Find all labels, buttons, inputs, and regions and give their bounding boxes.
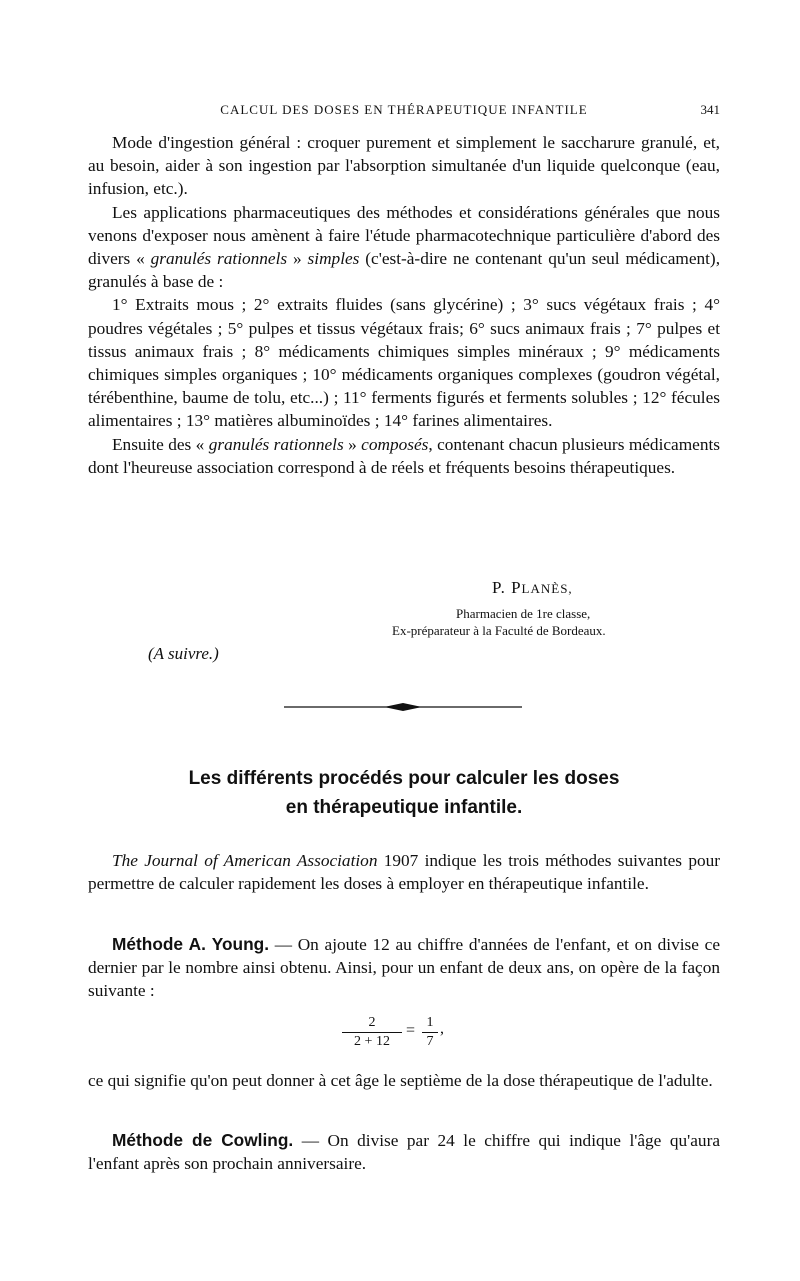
paragraph-cowling xyxy=(88,1129,720,1175)
running-head xyxy=(88,102,720,118)
to-be-continued: (A suivre.) xyxy=(148,644,219,663)
page-number: 341 xyxy=(700,102,720,117)
method-cowling xyxy=(88,1129,720,1175)
emphasis-text: granulés rationnels xyxy=(208,434,344,454)
text-segment: Les applications pharmaceutiques des méthodes et considérations générales que nous venons d'exposer nous amènent à faire l'étude pharmacotechnique particulière d'abord des divers « xyxy=(88,202,720,269)
text-segment: — On divise par 24 le chiffre qui indique l'âge qu'aura l'enfant après son prochain anniversaire. xyxy=(88,1131,720,1174)
paragraph-ingestion: Mode d'ingestion général : croquer purement et simplement le saccharure granulé, et, au besoin, aider à son ingestion par l'absorption simultanée d'un liquide quelconque (eau, infusion, etc.). xyxy=(88,133,720,199)
signature-affiliation: Ex-préparateur à la Faculté de Bordeaux. xyxy=(392,623,606,638)
text-segment: » xyxy=(343,434,362,454)
emphasis-text: granulés rationnels xyxy=(150,249,288,269)
paragraph-list: 1° Extraits mous ; 2° extraits fluides (sans glycérine) ; 3° sucs végétaux frais ; 4° poudres végétales ; 5° pulpes et tissus végétaux frais; 6° sucs animaux frais ; 7° pulpes et tissus animaux frais ; 8° médicaments chimiques simples minéraux ; 9° médicaments chimiques simples organiques ; 10° médicaments organiques complexes (goudron végétal, térébenthine, baume de tolu, etc...) ; 11° ferments figurés et ferments solubles ; 12° fécules alimentaires ; 13° matières albuminoïdes ; 14° farines alimentaires. xyxy=(88,295,720,431)
signature-initial: P. P xyxy=(492,578,522,597)
fraction-right-denominator: 7 xyxy=(426,1034,434,1049)
signature-rest: LANÈS, xyxy=(521,581,573,596)
equals-sign: = xyxy=(406,1022,416,1039)
section-title xyxy=(88,764,720,822)
signature-name xyxy=(492,578,573,598)
young-conclusion xyxy=(88,1069,720,1092)
fraction-left xyxy=(342,1014,402,1051)
fraction-comma: , xyxy=(440,1020,444,1037)
paragraph-applications xyxy=(88,201,720,294)
text-segment: Ensuite des « xyxy=(112,434,209,454)
fraction-right-numerator: 1 xyxy=(422,1014,438,1033)
signature-title: Pharmacien de 1re classe, xyxy=(456,606,591,621)
paragraph-composes xyxy=(88,433,720,479)
paragraph-young-after: ce qui signifie qu'on peut donner à cet âge le septième de la dose thérapeutique de l'adulte. xyxy=(88,1071,713,1090)
article1-text xyxy=(88,131,720,479)
text-segment: — On ajoute 12 au chiffre d'années de l'enfant, et on divise ce dernier par le nombre ainsi obtenu. Ainsi, pour un enfant de deux ans, on opère de la façon suivante : xyxy=(88,935,720,1001)
emphasis-text: composés xyxy=(361,434,429,454)
emphasis-text: simples xyxy=(307,249,360,269)
method-young xyxy=(88,933,720,1003)
text-segment: , contenant chacun plusieurs médicaments dont l'heureuse association correspond à de réels et fréquents besoins thérapeutiques. xyxy=(88,434,720,477)
text-segment: 1907 indique les trois méthodes suivantes pour permettre de calculer rapidement les doses à employer en thérapeutique infantile. xyxy=(88,851,720,894)
running-title: CALCUL DES DOSES EN THÉRAPEUTIQUE INFANTILE xyxy=(220,102,588,117)
fraction-left-numerator: 2 xyxy=(342,1014,402,1033)
text-segment: (c'est-à-dire ne contenant qu'un seul médicament), granulés à base de : xyxy=(88,249,721,292)
paragraph-intro xyxy=(88,849,720,895)
young-formula xyxy=(88,1014,720,1058)
text-segment: » xyxy=(287,249,308,269)
method-cowling-label: Méthode de Cowling. xyxy=(112,1130,294,1150)
fraction-left-denominator: 2 + 12 xyxy=(354,1034,390,1049)
article2-intro xyxy=(88,849,720,895)
section-divider xyxy=(284,700,522,714)
paragraph-young xyxy=(88,933,720,1003)
journal-name: The Journal of American Association xyxy=(112,851,378,870)
fraction-right xyxy=(422,1014,438,1051)
method-young-label: Méthode A. Young. xyxy=(112,934,270,954)
title-line-2: en thérapeutique infantile. xyxy=(285,797,523,818)
title-line-1: Les différents procédés pour calculer les doses xyxy=(188,768,620,789)
